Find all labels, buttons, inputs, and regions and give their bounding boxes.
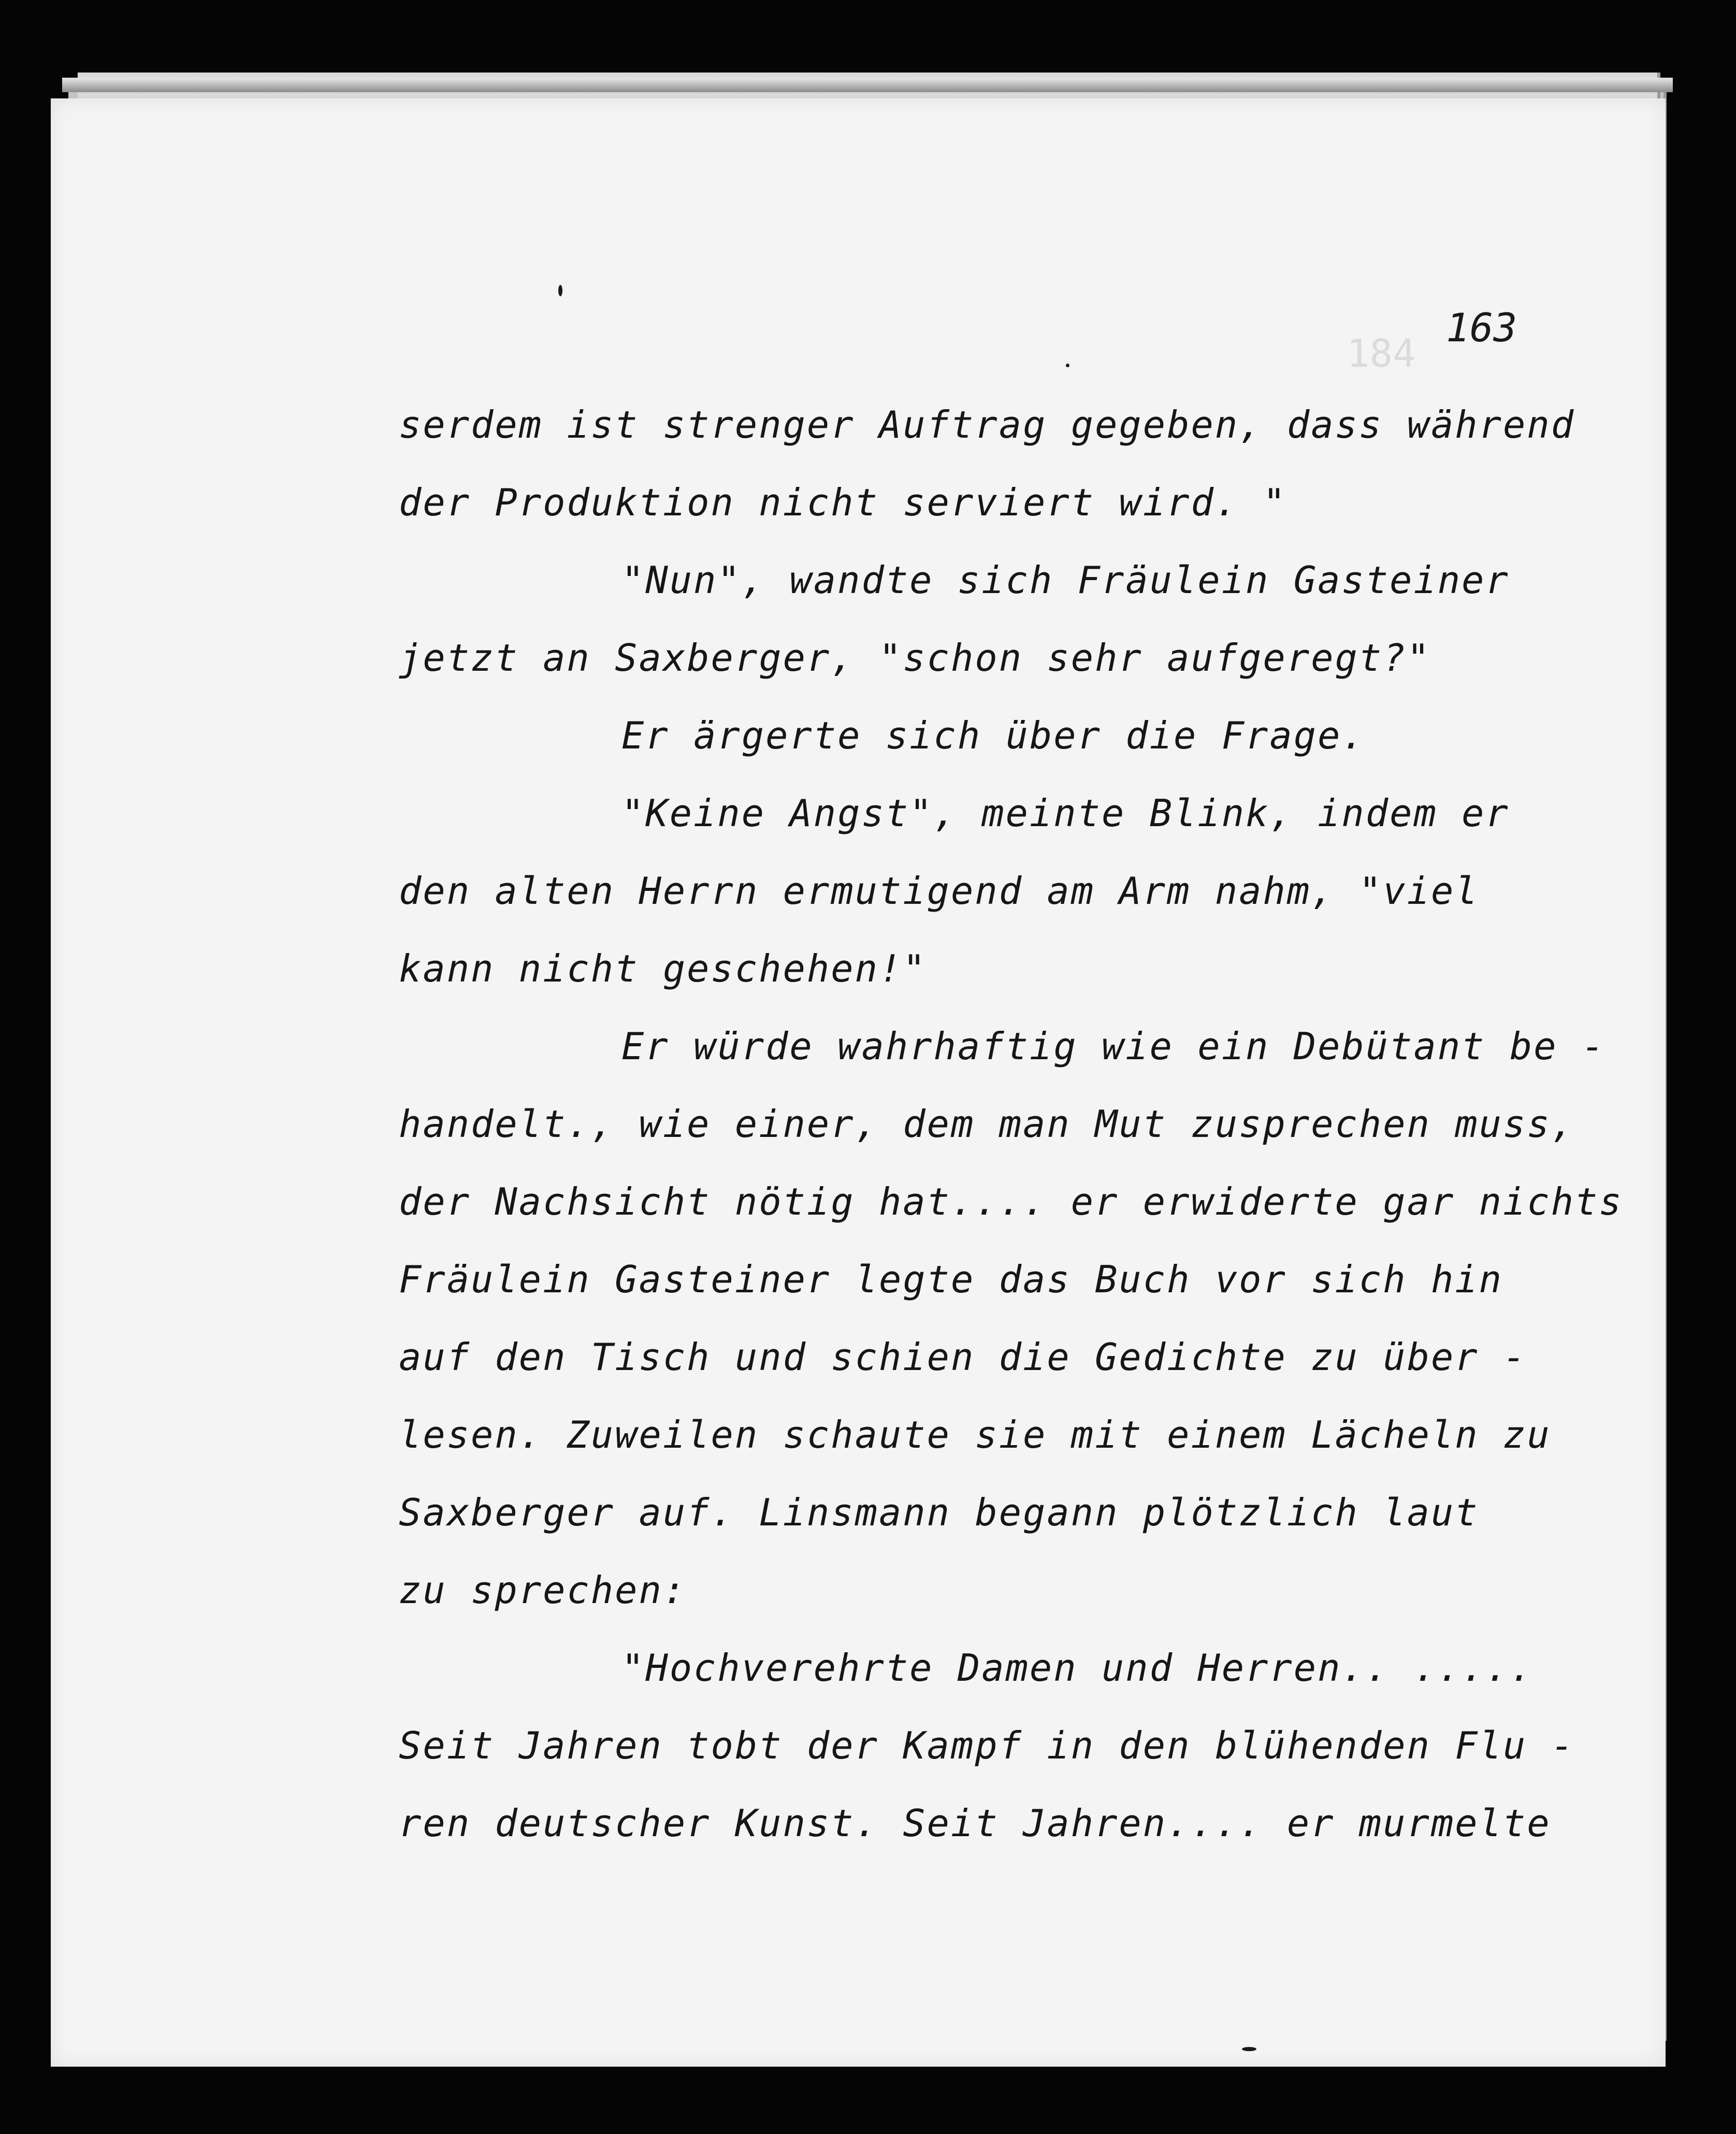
text-line: Er ärgerte sich über die Frage. xyxy=(621,714,1366,757)
text-line: "Nun", wandte sich Fräulein Gasteiner xyxy=(621,558,1510,602)
text-line: Er würde wahrhaftig wie ein Debütant be - xyxy=(621,1025,1606,1068)
text-line: den alten Herrn ermutigend am Arm nahm, "viel xyxy=(399,869,1479,913)
text-line: handelt., wie einer, dem man Mut zusprechen muss, xyxy=(399,1102,1575,1146)
bleed-through-page-number: 184 xyxy=(1347,331,1416,376)
ink-speck xyxy=(558,285,562,296)
page-number: 163 xyxy=(1446,305,1517,351)
text-line: Saxberger auf. Linsmann begann plötzlich laut xyxy=(399,1491,1479,1534)
text-line: ren deutscher Kunst. Seit Jahren.... er murmelte xyxy=(399,1801,1551,1845)
ink-speck xyxy=(1066,364,1069,367)
text-line: jetzt an Saxberger, "schon sehr aufgeregt?" xyxy=(399,636,1431,680)
text-line: der Produktion nicht serviert wird. " xyxy=(399,481,1287,524)
ink-speck xyxy=(1242,2047,1256,2051)
text-line: serdem ist strenger Auftrag gegeben, dass während xyxy=(399,403,1575,446)
body-text xyxy=(399,386,1642,1862)
text-line: kann nicht geschehen!" xyxy=(399,947,927,990)
text-line: Fräulein Gasteiner legte das Buch vor sich hin xyxy=(399,1258,1503,1301)
text-line: "Keine Angst", meinte Blink, indem er xyxy=(621,791,1510,835)
page-top-edge xyxy=(62,78,1673,92)
text-line: "Hochverehrte Damen und Herren.. ..... xyxy=(621,1646,1534,1690)
text-line: lesen. Zuweilen schaute sie mit einem Lächeln zu xyxy=(399,1413,1551,1457)
text-line: Seit Jahren tobt der Kampf in den blühenden Flu - xyxy=(399,1724,1575,1767)
text-line: auf den Tisch und schien die Gedichte zu über - xyxy=(399,1335,1527,1379)
text-line: der Nachsicht nötig hat.... er erwiderte gar nichts xyxy=(399,1180,1623,1223)
text-line: zu sprechen: xyxy=(399,1568,687,1612)
